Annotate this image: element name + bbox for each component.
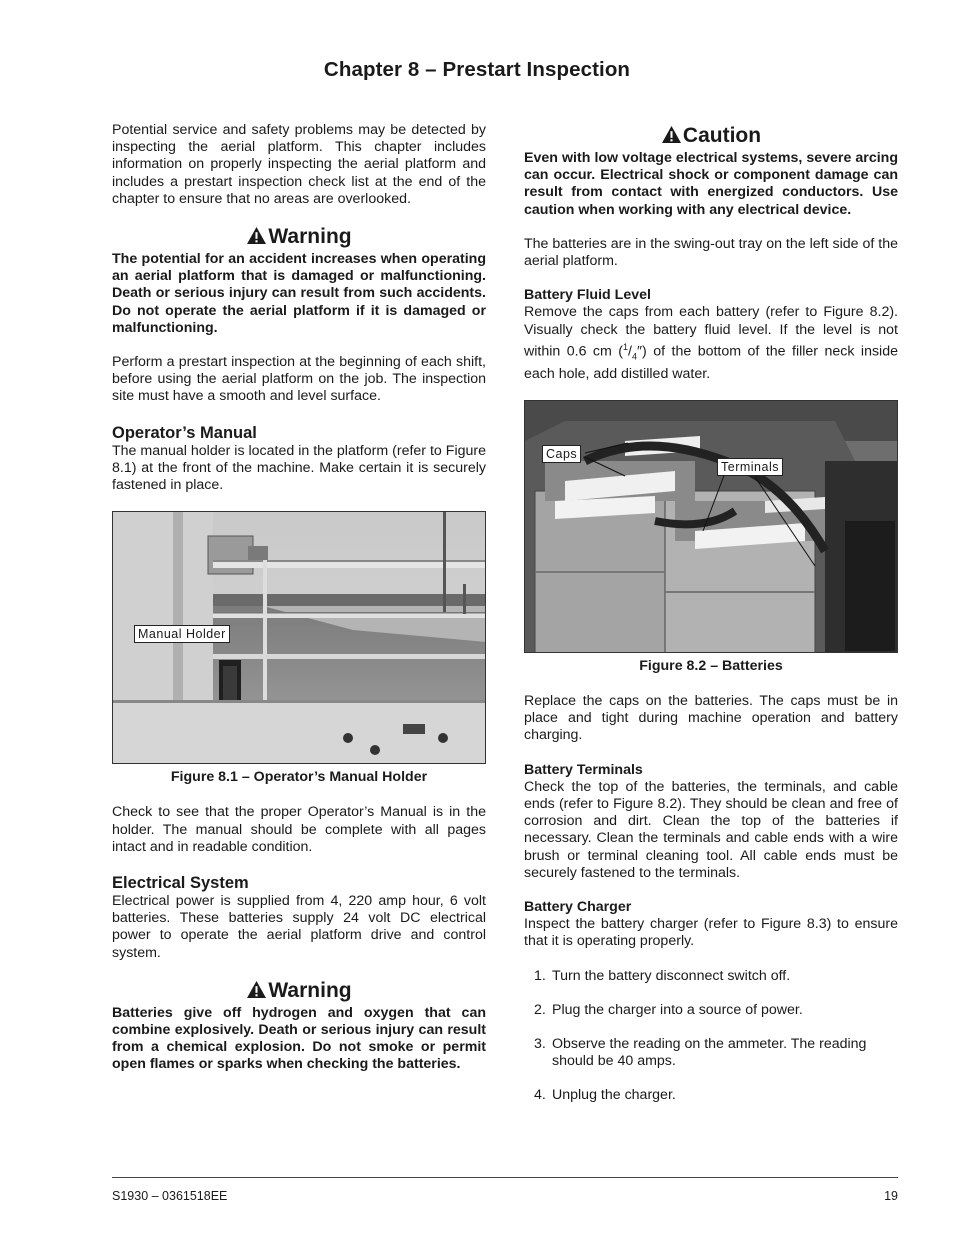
battery-fluid-heading: Battery Fluid Level — [524, 287, 651, 304]
step-number: 3. — [534, 1036, 546, 1053]
warning-text: The potential for an accident increases when operating an aerial platform that is damaged or malfunctioning. Death or serious injury can result from such accidents. Do not operate the aerial platform if it is damaged or malfunctioning. — [112, 251, 486, 336]
figure-batteries-photo — [524, 400, 898, 653]
step-text: Turn the battery disconnect switch off. — [552, 967, 791, 984]
batteries-photo — [525, 401, 898, 653]
fluid-text-before: Remove the caps from each battery (refer to Figure 8.2). Visually check the battery fluid level. If the level is not within 0.6 cm ( — [524, 304, 898, 360]
caution-heading — [524, 124, 898, 148]
fraction-denominator: 4 — [632, 351, 638, 362]
footer-doc-id: S1930 – 0361518EE — [112, 1189, 228, 1203]
figure-8-2-caption: Figure 8.2 – Batteries — [639, 657, 783, 674]
terminals-callout: Terminals — [717, 458, 783, 476]
left-column — [112, 122, 486, 1074]
batteries-location-paragraph: The batteries are in the swing-out tray on the left side of the aerial platform. — [524, 235, 898, 270]
step-text: Observe the reading on the ammeter. The reading should be 40 amps. — [552, 1036, 867, 1070]
footer-divider — [112, 1177, 898, 1178]
figure-8-1-caption: Figure 8.1 – Operator’s Manual Holder — [170, 769, 428, 786]
caution-triangle-icon — [661, 125, 682, 144]
step-number: 1. — [534, 967, 546, 984]
list-item — [534, 1036, 898, 1070]
warning-heading — [112, 225, 486, 249]
step-number: 2. — [534, 1001, 546, 1018]
fluid-text-after: ″) of the bottom of the filler neck inside each hole, add distilled water. — [524, 343, 898, 382]
footer-page-number: 19 — [884, 1189, 898, 1203]
figure-manual-holder-photo — [112, 511, 486, 764]
list-item — [534, 1002, 898, 1019]
warning-triangle-icon — [246, 226, 267, 245]
list-item — [534, 968, 898, 985]
battery-terminals-heading: Battery Terminals — [524, 761, 643, 778]
manual-holder-callout: Manual Holder — [134, 625, 230, 643]
caps-callout: Caps — [542, 445, 581, 463]
right-column — [524, 122, 898, 1122]
operators-manual-paragraph: The manual holder is located in the platform (refer to Figure 8.1) at the front of the machine. Make certain it is securely fastened in place. — [112, 442, 486, 494]
caution-title: Caution — [682, 124, 762, 147]
battery-fluid-paragraph: Remove the caps from each battery (refer to Figure 8.2). Visually check the battery fluid level. If the level is not within 0.6 cm $(^1/_4'')$ of the bottom of the filler neck inside each hole, add distilled water. — [524, 304, 898, 382]
battery-charger-heading: Battery Charger — [524, 899, 632, 916]
electrical-system-heading: Electrical System — [112, 874, 249, 893]
battery-charger-paragraph: Inspect the battery charger (refer to Figure 8.3) to ensure that it is operating properly. — [524, 916, 898, 950]
chapter-title: Chapter 8 – Prestart Inspection — [323, 58, 631, 81]
caution-text: Even with low voltage electrical systems, severe arcing can occur. Electrical shock or component damage can result from contact with energized conductors. Use caution when working with any electrical device. — [524, 150, 898, 218]
prestart-paragraph: Perform a prestart inspection at the beginning of each shift, before using the aerial platform on the job. The inspection site must have a smooth and level surface. — [112, 354, 486, 405]
check-manual-paragraph: Check to see that the proper Operator’s Manual is in the holder. The manual should be complete with all pages intact and in readable condition. — [112, 804, 486, 855]
warning-triangle-icon — [246, 980, 267, 999]
replace-caps-paragraph: Replace the caps on the batteries. The caps must be in place and tight during machine operation and battery charging. — [524, 693, 898, 744]
fraction-numerator: 1 — [623, 341, 629, 352]
battery-terminals-paragraph: Check the top of the batteries, the terminals, and cable ends (refer to Figure 8.2). They should be clean and free of corrosion and dirt. Clean the top of the batteries if necessary. Clean the terminals and cable ends with a wire brush or terminal cleaning tool. All cable ends must be securely fastened to the terminals. — [524, 778, 898, 881]
step-text: Unplug the charger. — [552, 1087, 676, 1104]
electrical-system-paragraph: Electrical power is supplied from 4, 220 amp hour, 6 volt batteries. These batteries supply 24 volt DC electrical power to operate the aerial platform drive and control system. — [112, 893, 486, 961]
list-item — [534, 1087, 898, 1104]
warning-heading-2 — [112, 979, 486, 1003]
intro-paragraph: Potential service and safety problems may be detected by inspecting the aerial platform. This chapter includes information on properly inspecting the aerial platform and includes a prestart inspection check list at the end of the chapter to ensure that no areas are overlooked. — [112, 122, 486, 207]
warning-title: Warning — [268, 225, 352, 249]
step-text: Plug the charger into a source of power. — [552, 1001, 803, 1018]
warning-text-2: Batteries give off hydrogen and oxygen that can combine explosively. Death or serious injury can result from a chemical explosion. Do not smoke or permit open flames or sparks when checking the batteries. — [112, 1004, 486, 1073]
warning-title-2: Warning — [268, 978, 352, 1002]
charger-steps-list — [524, 968, 898, 1105]
step-number: 4. — [534, 1087, 546, 1104]
operators-manual-heading: Operator’s Manual — [112, 423, 257, 442]
